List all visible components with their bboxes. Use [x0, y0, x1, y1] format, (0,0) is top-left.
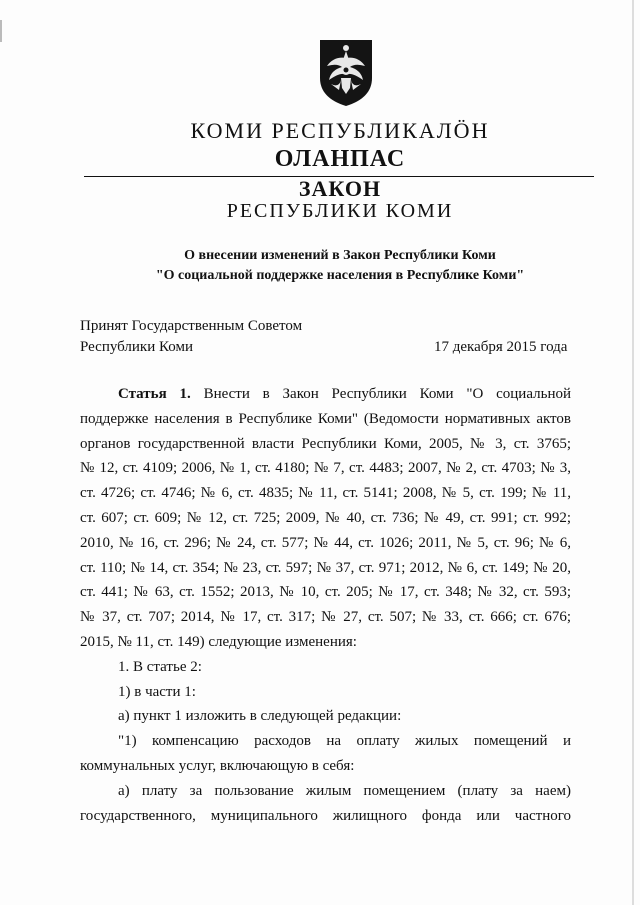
law-title-line-2: "О социальной поддержке населения в Республике Коми": [155, 268, 525, 283]
quoted-text-line: а) плату за пользование жилым помещением (плату за наем): [118, 782, 571, 799]
komi-coat-of-arms-icon: [317, 36, 375, 108]
article-line: 2010, № 16, ст. 296; № 24, ст. 577; № 44, ст. 1026; 2011, № 5, ст. 96; № 6,: [80, 534, 571, 551]
republic-name-komi: КОМИ РЕСПУБЛИКАЛÖН: [190, 118, 490, 143]
article-line: 2015, № 11, ст. 149) следующие изменения:: [80, 633, 357, 650]
article-line: поддержке населения в Республике Коми" (Ведомости нормативных актов: [80, 410, 571, 427]
quoted-text-line: коммунальных услуг, включающую в себя:: [80, 757, 355, 774]
article-line: ст. 110; № 14, ст. 354; № 23, ст. 597; № 37, ст. 971; 2012, № 6, ст. 149; № 20,: [80, 559, 571, 576]
adoption-body-line-1: Принят Государственным Советом: [80, 318, 303, 334]
article-line: ст. 607; ст. 609; № 12, ст. 725; 2009, № 40, ст. 736; № 49, ст. 991; ст. 992;: [80, 509, 571, 526]
adoption-date: 17 декабря 2015 года: [434, 339, 568, 355]
article-line: органов государственной власти Республики Коми, 2005, № 3, ст. 3765;: [80, 435, 571, 452]
document-kind-russian: ЗАКОН: [298, 176, 382, 201]
law-title-line-1: О внесении изменений в Закон Республики Коми: [184, 248, 496, 263]
amendment-item: 1) в части 1:: [118, 683, 196, 700]
article-line: ст. 4726; ст. 4746; № 6, ст. 4835; № 11, ст. 5141; 2008, № 5, ст. 199; № 11,: [80, 485, 571, 502]
article-line: [80, 382, 571, 407]
scan-edge-mark: [0, 20, 2, 42]
article-body: [80, 382, 571, 828]
article-label: Статья 1.: [118, 386, 191, 402]
quoted-text-line: "1) компенсацию расходов на оплату жилых помещений и: [118, 733, 571, 750]
amendment-item: а) пункт 1 изложить в следующей редакции:: [118, 708, 402, 725]
article-line: № 37, ст. 707; 2014, № 17, ст. 317; № 27, ст. 507; № 33, ст. 666; ст. 676;: [80, 609, 571, 626]
adoption-body-line-2: Республики Коми: [80, 339, 193, 355]
article-text: Внести в Закон Республики Коми "О социальной: [203, 386, 571, 402]
article-line: ст. 441; № 63, ст. 1552; 2013, № 10, ст. 205; № 17, ст. 348; № 32, ст. 593;: [80, 584, 571, 601]
scan-edge-shadow: [632, 0, 634, 905]
republic-name-russian: РЕСПУБЛИКИ КОМИ: [226, 200, 454, 222]
quoted-text-line: государственного, муниципального жилищного фонда или частного: [80, 807, 571, 824]
document-kind-komi: ОЛАНПАС: [274, 146, 406, 172]
amendment-item: 1. В статье 2:: [118, 658, 202, 675]
article-line: № 12, ст. 4109; 2006, № 1, ст. 4180; № 7, ст. 4483; 2007, № 2, ст. 4703; № 3,: [80, 460, 571, 477]
